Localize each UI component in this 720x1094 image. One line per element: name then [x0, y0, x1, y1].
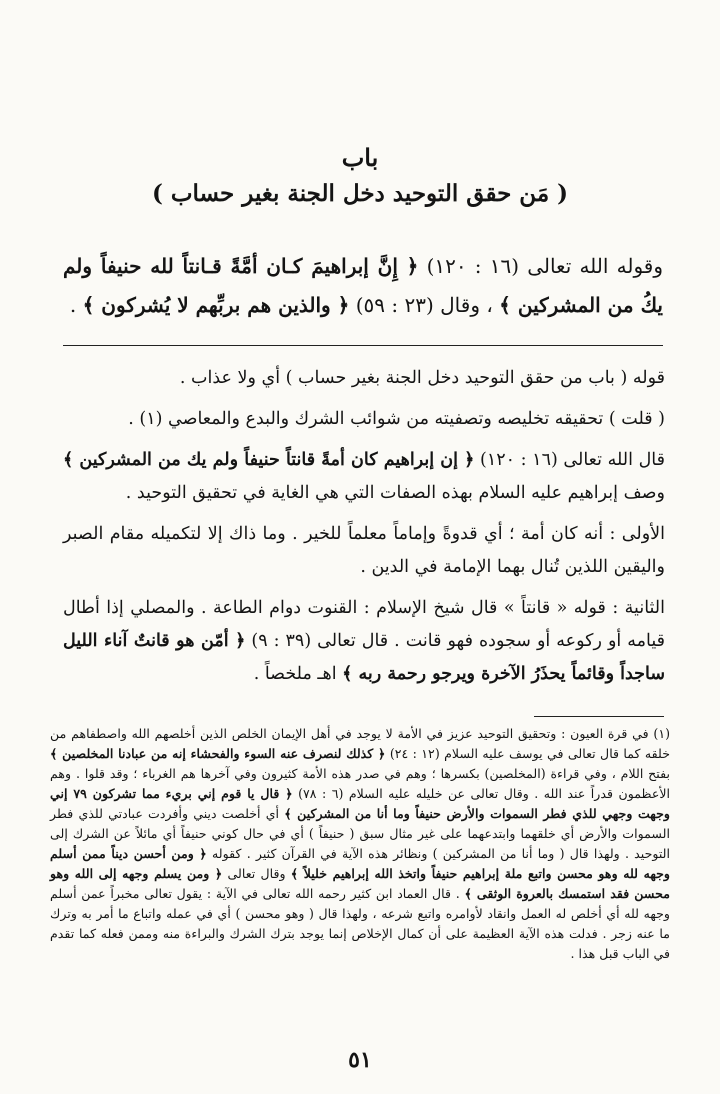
chapter-label: باب: [341, 143, 379, 172]
quran-verse: ﴿ إِنَّ إبراهيمَ كـان أمَّةً قـانتاً لله حنيفاً ولم يكُ من المشركين ﴾: [63, 254, 663, 317]
chapter-title: ( مَن حقق التوحيد دخل الجنة بغير حساب ): [151, 180, 569, 207]
quran-verse: ﴿ والذين هم بربِّهم لا يُشركون ﴾: [82, 293, 350, 317]
commentary: [63, 362, 665, 699]
main-text: [63, 247, 663, 325]
page-number: ٥١: [348, 1047, 372, 1073]
commentary-paragraph: ( قلت ) تحقيقه تخليصه وتصفيته من شوائب الشرك والبدع والمعاصي (١) .: [128, 409, 665, 429]
quran-verse: ﴿ إن إبراهيم كان أمةً قانتاً حنيفاً ولم يك من المشركين ﴾: [63, 450, 475, 470]
footnote: (١) في قرة العيون : وتحقيق التوحيد عزيز في الأمة لا يوجد في أهل الإيمان الخلص الذين أخلصهم الله واصطفاهم من خلقه كما قال تعالى في يوسف عليه السلام (١٢ : ٢٤) ﴿ كذلك لنصرف عنه السوء والفحشاء إنه من عبادنا المخلصين ﴾ بفتح اللام ، وفي قراءة (المخلصين) بكسرها ؛ وهم في صدر هذه الأمة كثيرون وفي آخرها هم الغرباء ؛ وقد قلوا . وهم الأعظمون قدراً عند الله . وقال تعالى عن خليله عليه السلام (٦ : ٧٨) ﴿ قال يا قوم إني بريء مما تشركون ٧٩ إني وجهت وجهي للذي فطر السموات والأرض حنيفاً وما أنا من المشركين ﴾ أي أخلصت ديني وأفردت عبادتي للذي فطر السموات والأرض أي خلقهما وابتدعهما على غير مثال سبق ( حنيفاً ) أي في حال كوني حنيفاً أي مائلاً عن الشرك إلى التوحيد . ولهذا قال ( وما أنا من المشركين ) ونظائر هذه الآية في القرآن كثير . كقوله ﴿ ومن أحسن ديناً ممن أسلم وجهه لله وهو محسن واتبع ملة إبراهيم حنيفاً واتخذ الله إبراهيم خليلاً ﴾ وقال تعالى ﴿ ومن يسلم وجهه إلى الله وهو محسن فقد استمسك بالعروة الوثقى ﴾ . قال العماد ابن كثير رحمه الله تعالى في الآية : يقول تعالى مخبراً عمن أسلم وجهه لله أي أخلص له العمل وانقاد لأوامره واتبع شرعه ، ولهذا قال ( وهو محسن ) أي في عمله واتباع ما أمر به وترك ما عنه زجر . فدلت هذه الآية العظيمة على أن كمال الإخلاص إنما يوجد بترك الشرك والبراءة منه وممن فعله كما تقدم في الباب قبل هذا .: [50, 726, 671, 961]
main-end: .: [69, 293, 83, 317]
section-divider: [63, 345, 663, 346]
quran-verse: ﴿ كذلك لنصرف عنه السوء والفحشاء إنه من عبادنا المخلصين ﴾: [50, 746, 386, 761]
commentary-paragraph: الثانية : قوله « قانتاً » قال شيخ الإسلام : القنوت دوام الطاعة . والمصلي إذا أطال قيامه أو ركوعه أو سجوده فهو قانت . قال تعالى (٣٩ : ٩) ﴿ أمّن هو قانتٌ آناء الليل ساجداً وقائماً يحذَرُ الآخرة ويرجو رحمة ربه ﴾ اهـ ملخصاً .: [63, 598, 666, 684]
footnote-divider: [534, 716, 664, 717]
quran-verse: ﴿ ومن يسلم وجهه إلى الله وهو محسن فقد استمسك بالعروة الوثقى ﴾: [50, 866, 671, 901]
main-mid: ، وقال (٢٣ : ٥٩): [349, 293, 500, 317]
quran-verse: ﴿ أمّن هو قانتٌ آناء الليل ساجداً وقائماً يحذَرُ الآخرة ويرجو رحمة ربه ﴾: [63, 631, 665, 684]
main-intro: وقوله الله تعالى (١٦ : ١٢٠): [418, 254, 664, 278]
commentary-paragraph: قوله ( باب من حقق التوحيد دخل الجنة بغير حساب ) أي ولا عذاب .: [179, 368, 665, 388]
quran-verse: ﴿ ومن أحسن ديناً ممن أسلم وجهه لله وهو محسن واتبع ملة إبراهيم حنيفاً واتخذ الله إبراهيم خليلاً ﴾: [50, 846, 670, 881]
commentary-paragraph: قال الله تعالى (١٦ : ١٢٠) ﴿ إن إبراهيم كان أمةً قانتاً حنيفاً ولم يك من المشركين ﴾ وصف إبراهيم عليه السلام بهذه الصفات التي هي الغاية في تحقيق التوحيد .: [63, 450, 666, 503]
quran-verse: ﴿ قال يا قوم إني بريء مما تشركون ٧٩ إني وجهت وجهي للذي فطر السموات والأرض حنيفاً وما أنا من المشركين ﴾: [50, 786, 670, 821]
commentary-paragraph: الأولى : أنه كان أمة ؛ أي قدوةً وإماماً معلماً للخير . وما ذاك إلا لتكميله مقام الصبر واليقين اللذين تُنال بهما الإمامة في الدين .: [63, 524, 665, 577]
